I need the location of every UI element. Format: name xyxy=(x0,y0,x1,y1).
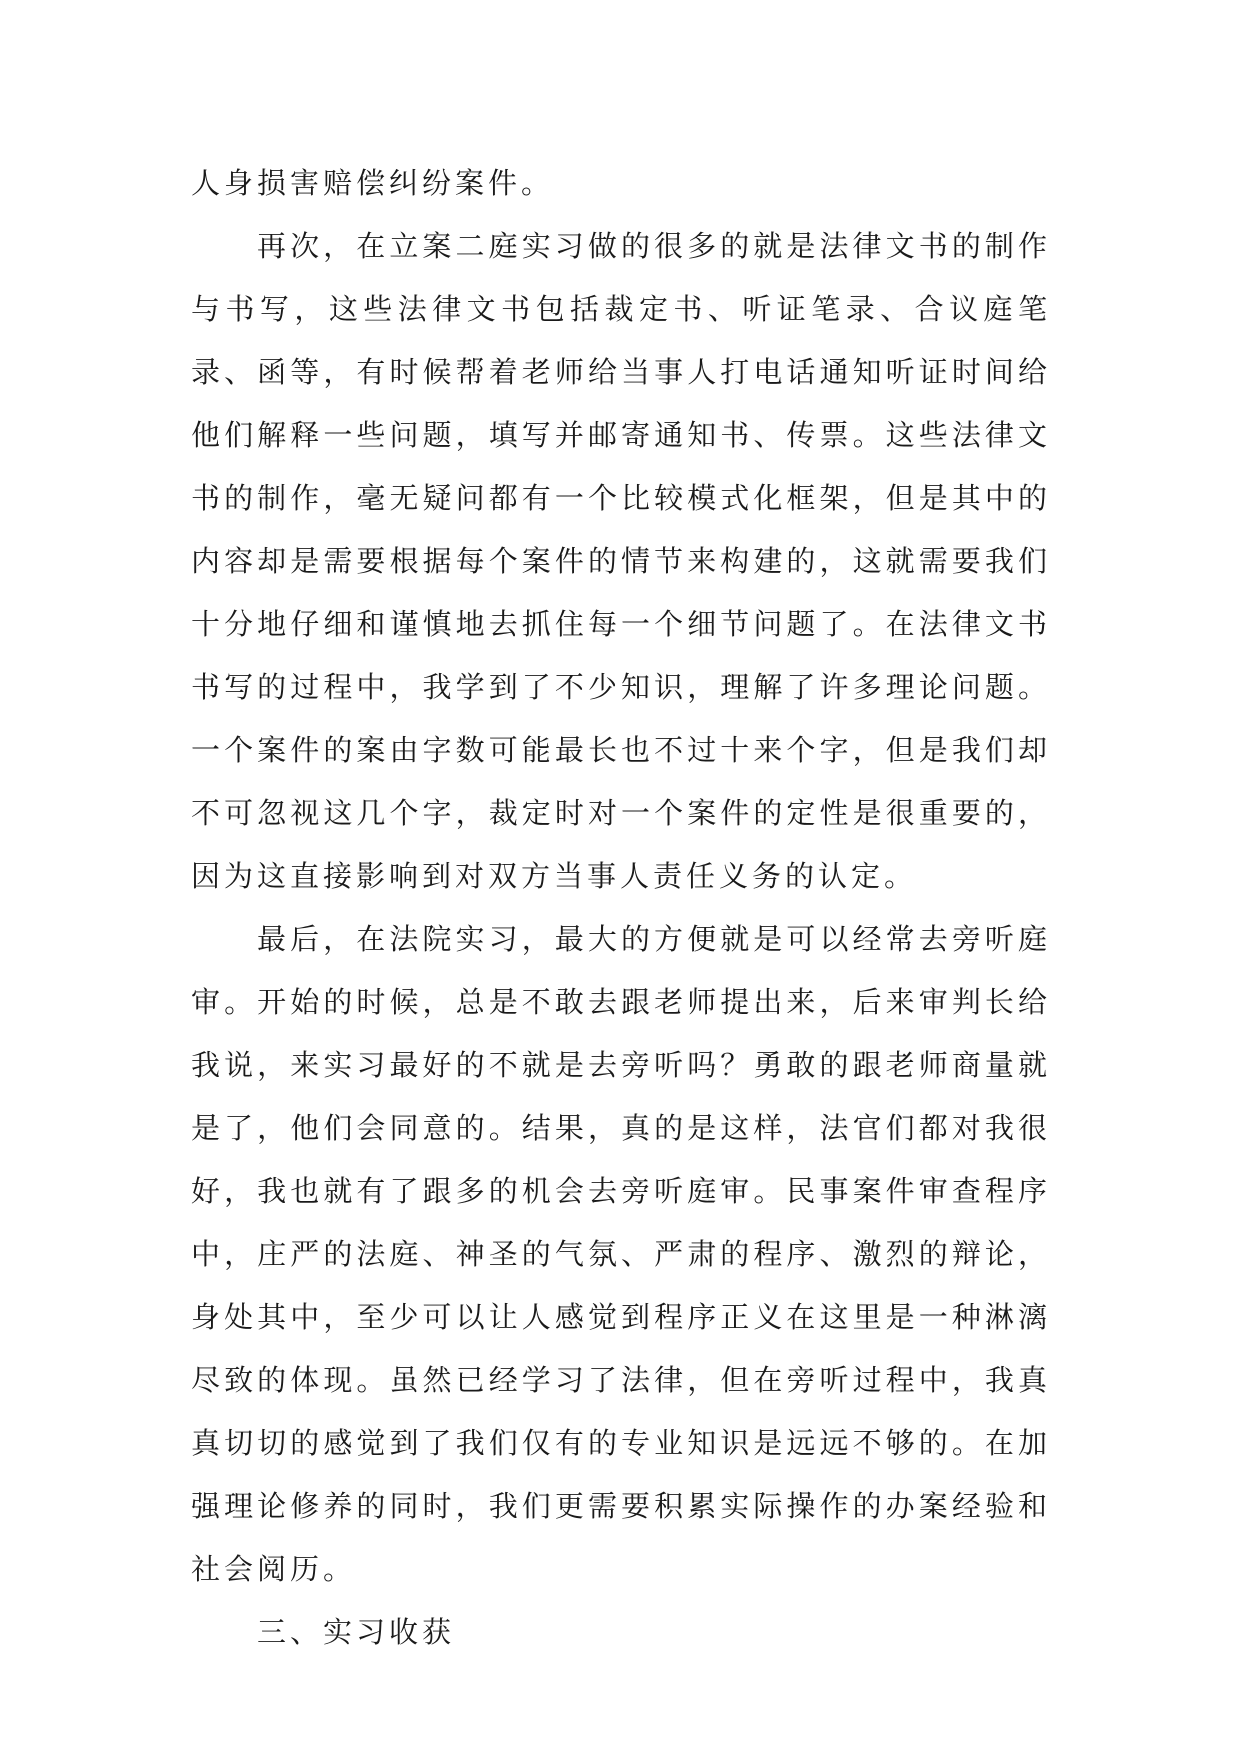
document-body xyxy=(191,152,1051,1664)
paragraph-1: 人身损害赔偿纠纷案件。 xyxy=(191,166,555,200)
paragraph-2: 再次，在立案二庭实习做的很多的就是法律文书的制作与书写，这些法律文书包括裁定书、听证笔录、合议庭笔录、函等，有时候帮着老师给当事人打电话通知听证时间给他们解释一些问题，填写并邮寄通知书、传票。这些法律文书的制作，毫无疑问都有一个比较模式化框架，但是其中的内容却是需要根据每个案件的情节来构建的，这就需要我们十分地仔细和谨慎地去抓住每一个细节问题了。在法律文书书写的过程中，我学到了不少知识，理解了许多理论问题。一个案件的案由字数可能最长也不过十来个字，但是我们却不可忽视这几个字，裁定时对一个案件的定性是很重要的，因为这直接影响到对双方当事人责任义务的认定。 xyxy=(191,229,1051,893)
section-heading: 三、实习收获 xyxy=(257,1615,456,1649)
paragraph-3: 最后，在法院实习，最大的方便就是可以经常去旁听庭审。开始的时候，总是不敢去跟老师提出来，后来审判长给我说，来实习最好的不就是去旁听吗？勇敢的跟老师商量就是了，他们会同意的。结果，真的是这样，法官们都对我很好，我也就有了跟多的机会去旁听庭审。民事案件审查程序中，庄严的法庭、神圣的气氛、严肃的程序、激烈的辩论，身处其中，至少可以让人感觉到程序正义在这里是一种淋漓尽致的体现。虽然已经学习了法律，但在旁听过程中，我真真切切的感觉到了我们仅有的专业知识是远远不够的。在加强理论修养的同时，我们更需要积累实际操作的办案经验和社会阅历。 xyxy=(191,922,1051,1586)
